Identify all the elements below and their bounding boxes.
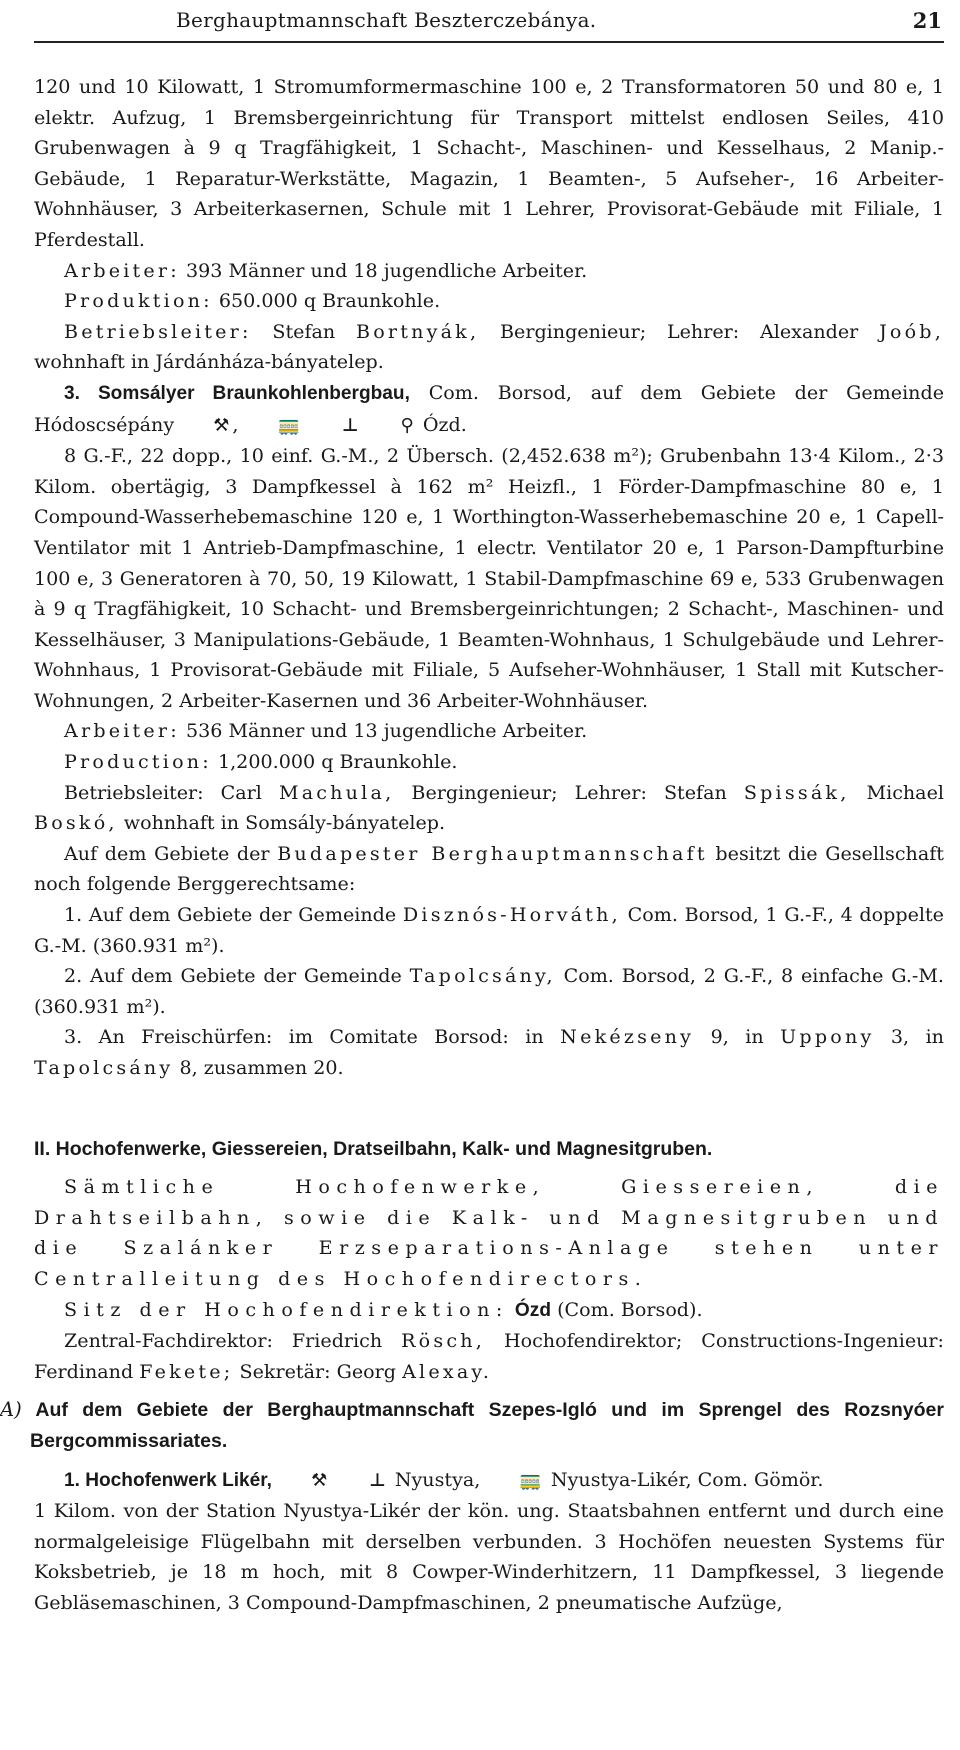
produktion-line: Produktion: 650.000 q Braunkohle. [64,289,441,313]
hammer-pick-icon: ⚒ [213,414,230,436]
item-2: 2. Auf dem Gebiete der Gemeinde Tapolcsány, Com. Borsod, 2 G.-F., 8 einfache G.-M. (360.931 m²). [34,964,944,1018]
running-title: Berghauptmannschaft Beszterczebánya. [176,8,597,32]
liker-heading: 1. Hochofenwerk Likér, [64,1469,272,1491]
page-number: 21 [912,8,942,33]
part-2-intro: Sämtliche Hochofenwerke, Giessereien, die Drahtseilbahn, sowie die Kalk- und Magnesitgruben und die Szalánker Erzseparations-Anlage stehen unter Centralleitung des Hochofendirectors. [34,1175,944,1290]
page-body [0,72,944,1619]
item-1: 1. Auf dem Gebiete der Gemeinde Disznós-Horváth, Com. Borsod, 1 G.-F., 4 doppelte G.-M. (360.931 m²). [34,903,944,957]
part-2-heading: II. Hochofenwerke, Giessereien, Dratseilbahn, Kalk- und Magnesitgruben. [34,1137,713,1160]
section-a-heading: A) Auf dem Gebiete der Berghauptmannschaft Szepes-Igló und im Sprengel des Rozsnyóer Bergcommissariates. [0,1398,944,1452]
somsaly-betriebsleiter: Betriebsleiter: Carl Machula, Bergingenieur; Lehrer: Stefan Spissák, Michael Boskó, wohnhaft in Somsály-bányatelep. [34,780,944,835]
paragraph-continuation: 120 und 10 Kilowatt, 1 Stromumformermaschine 100 e, 2 Transformatoren 50 und 80 e, 1 elektr. Aufzug, 1 Bremsbergeinrichtung für Transport mittelst endlosen Seiles, 410 Grubenwagen à 9 q Tragfähigkeit, 1 Schacht-, Maschinen- und Kesselhaus, 2 Manip.-Gebäude, 1 Reparatur-Werkstätte, Magazin, 1 Beamten-, 5 Aufseher-, 16 Arbeiter-Wohnhäuser, 3 Arbeiterkasernen, Schule mit 1 Lehrer, Provisorat-Gebäude mit Filiale, 1 Pferdestall. [34,75,944,251]
sitz-line: Sitz der Hochofendirektion: Ózd (Com. Borsod). [64,1297,703,1321]
running-header [34,8,942,38]
header-rule [34,41,944,43]
somsaly-production: Production: 1,200.000 q Braunkohle. [64,750,458,774]
station-icon: ⊥ [342,414,359,436]
station-icon-2: ⊥ [369,1469,386,1491]
liker-body: 1 Kilom. von der Station Nyustya-Likér der kön. ung. Staatsbahnen entfernt und durch eine normalgeleisige Flügelbahn mit derselben verbunden. 3 Hochöfen neuesten Systems für Koksbetrieb, je 18 m hoch, mit 8 Cowper-Winderhitzern, 11 Dampfkessel, 3 liegende Gebläsemaschinen, 3 Compound-Dampfmaschinen, 2 pneumatische Aufzüge, [34,1499,944,1614]
zentral-line: Zentral-Fachdirektor: Friedrich Rösch, Hochofendirektor; Constructions-Ingenieur: Ferdinand Fekete; Sekretär: Georg Alexay. [34,1329,944,1383]
liker-entry: 1. Hochofenwerk Likér, ⚒ ⊥ Nyustya, 🚃 Nyustya-Likér, Com. Gömör. [34,1465,944,1497]
betriebsleiter-line: Betriebsleiter: Stefan Bortnyák, Bergingenieur; Lehrer: Alexander Joób, wohnhaft in Járdánháza-bányatelep. [34,319,944,374]
railway-car-icon-2: 🚃 [519,1469,542,1491]
somsaly-heading: 3. Somsályer Braunkohlenbergbau, [64,382,410,404]
item-3: 3. An Freischürfen: im Comitate Borsod: in Nekézseny 9, in Uppony 3, in Tapolcsány 8, zusammen 20. [34,1025,944,1079]
section-a-letter: A) [0,1398,22,1422]
somsaly-body: 8 G.-F., 22 dopp., 10 einf. G.-M., 2 Übersch. (2,452.638 m²); Grubenbahn 13·4 Kilom., 2·3 Kilom. obertägig, 3 Dampfkessel à 162 m² Heizfl., 1 Förder-Dampfmaschine 80 e, 1 Compound-Wasserhebemaschine 120 e, 1 Worthington-Wasserhebemaschine 20 e, 1 Capell-Ventilator mit 1 Antrieb-Dampfmaschine, 1 electr. Ventilator 20 e, 1 Parson-Dampfturbine 100 e, 3 Generatoren à 70, 50, 19 Kilowatt, 1 Stabil-Dampfmaschine 69 e, 533 Grubenwagen à 9 q Tragfähigkeit, 10 Schacht- und Bremsbergeinrichtungen; 2 Schacht-, Maschinen- und Kesselhäuser, 3 Manipulations-Gebäude, 1 Beamten-Wohnhaus, 1 Schulgebäude und Lehrer-Wohnhaus, 1 Provisorat-Gebäude mit Filiale, 5 Aufseher-Wohnhäuser, 1 Stall mit Kutscher-Wohnungen, 2 Arbeiter-Kasernen und 36 Arbeiter-Wohnhäuser. [34,444,944,712]
railway-car-icon: 🚃 [277,414,300,436]
budapest-paragraph: Auf dem Gebiete der Budapester Berghauptmannschaft besitzt die Gesellschaft noch folgende Berggerechtsame: [34,841,944,896]
somsaly-entry: 3. Somsályer Braunkohlenbergbau, Com. Borsod, auf dem Gebiete der Gemeinde Hódoscsépány ⚒ , 🚃 ⊥ ⚲ Ózd. [34,378,944,441]
hammer-pick-icon-2: ⚒ [311,1469,328,1491]
arbeiter-line: Arbeiter: 393 Männer und 18 jugendliche Arbeiter. [64,258,588,282]
somsaly-arbeiter: Arbeiter: 536 Männer und 13 jugendliche Arbeiter. [64,719,588,743]
post-icon: ⚲ [400,414,414,436]
